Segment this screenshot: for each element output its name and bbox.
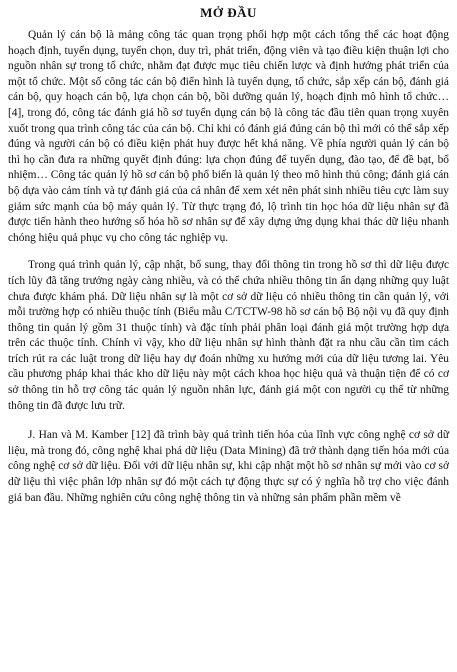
document-title: MỞ ĐẦU (200, 5, 257, 20)
paragraph-1: Quản lý cán bộ là mảng công tác quan trọng phối hợp một cách tổng thể các hoạt động hoạch định, tuyển dụng, tuyển chọn, duy trì, phát triển, động viên và tạo điều kiện thuận lợi cho nguồn nhân sự trong tổ chức, nhằm đạt được mục tiêu chiến lược và định hướng phát triển của một tổ chức. Một số công tác cán bộ điển hình là tuyển dụng, tổ chức, sắp xếp cán bộ, đánh giá cán bộ, quy hoạch cán bộ, lựa chọn cán bộ, bồi dưỡng quản lý, hoạch định mô hình tổ chức… [4], trong đó, công tác đánh giá hồ sơ tuyển dụng cán bộ là công tác đầu tiên quan trọng xuyên xuốt trong qua trình công tác của cán bộ. Chỉ khi có đánh giá đúng cán bộ thì mới có thể sắp xếp đúng và người cán bộ có điều kiện phát huy được hết khả năng. Về phía người quản lý cán bộ thì họ cần đưa ra những quyết định đúng: lựa chọn đúng để tuyển dụng, đào tạo, để đề bạt, bổ nhiệm… Công tác quản lý hồ sơ cán bộ phổ biến là quản lý theo mô hình thủ công; đánh giá cán bộ dựa vào cảm tính và tự đánh giá của cá nhân để xem xét nên phát sinh nhiều tiêu cực làm suy giảm sức mạnh của bộ máy quản lý. Từ thực trạng đó, lộ trình tin học hóa dữ liệu nhân sự đã được tiến hành theo hướng số hóa hồ sơ nhân sự để xây dựng ứng dụng khai thác dữ liệu nhanh chóng hiệu quả phục vụ cho công tác nghiệp vụ. (8, 29, 449, 244)
paragraph-3: J. Han và M. Kamber [12] đã trình bày quá trình tiến hóa của lĩnh vực công nghệ cơ sở dữ liệu, mà trong đó, công nghệ khai phá dữ liệu (Data Mining) đã trở thành dạng tiến hóa mới của công nghệ cơ sở dữ liệu. Đối với dữ liệu nhân sự, khi cập nhật một hồ sơ nhân sự mới vào cơ sở dữ liệu thì việc phân lớp nhân sự đó một cách tự động thực sự có ý nghĩa hỗ trợ cho việc đánh giá ban đầu. Những nghiên cứu công nghệ thông tin và những sản phẩm phần mềm về (8, 429, 449, 504)
paragraph-2: Trong quá trình quản lý, cập nhật, bổ sung, thay đổi thông tin trong hồ sơ thì dữ liệu được tích lũy đã tăng trưởng ngày càng nhiều, và có thể chứa nhiều thông tin ẩn dạng những quy luật chưa được khám phá. Dữ liệu nhân sự là một cơ sở dữ liệu có nhiều thông tin cần quản lý, với mỗi trường hợp có nhiều thuộc tính (Biểu mẫu C/TCTW-98 hồ sơ cán bộ Bộ nội vụ đã quy định thông tin quản lý gồm 31 thuộc tính) và đặc tính phải phân loại đánh giá một trường hợp dựa trên các thuộc tính. Chính vì vậy, kho dữ liệu nhân sự hình thành đặt ra nhu cầu cần tìm cách trích rút ra các luật trong dữ liệu hay dự đoán những xu hướng mới của dữ liệu tương lai. Yêu cầu phương pháp khai thác kho dữ liệu này một cách khoa học hiệu quả và thuận tiện để có cơ sở thông tin hỗ trợ công tác quản lý nguồn nhân lực, đánh giá một con người cụ thể từ những thông tin đã được lưu trữ. (8, 259, 449, 412)
